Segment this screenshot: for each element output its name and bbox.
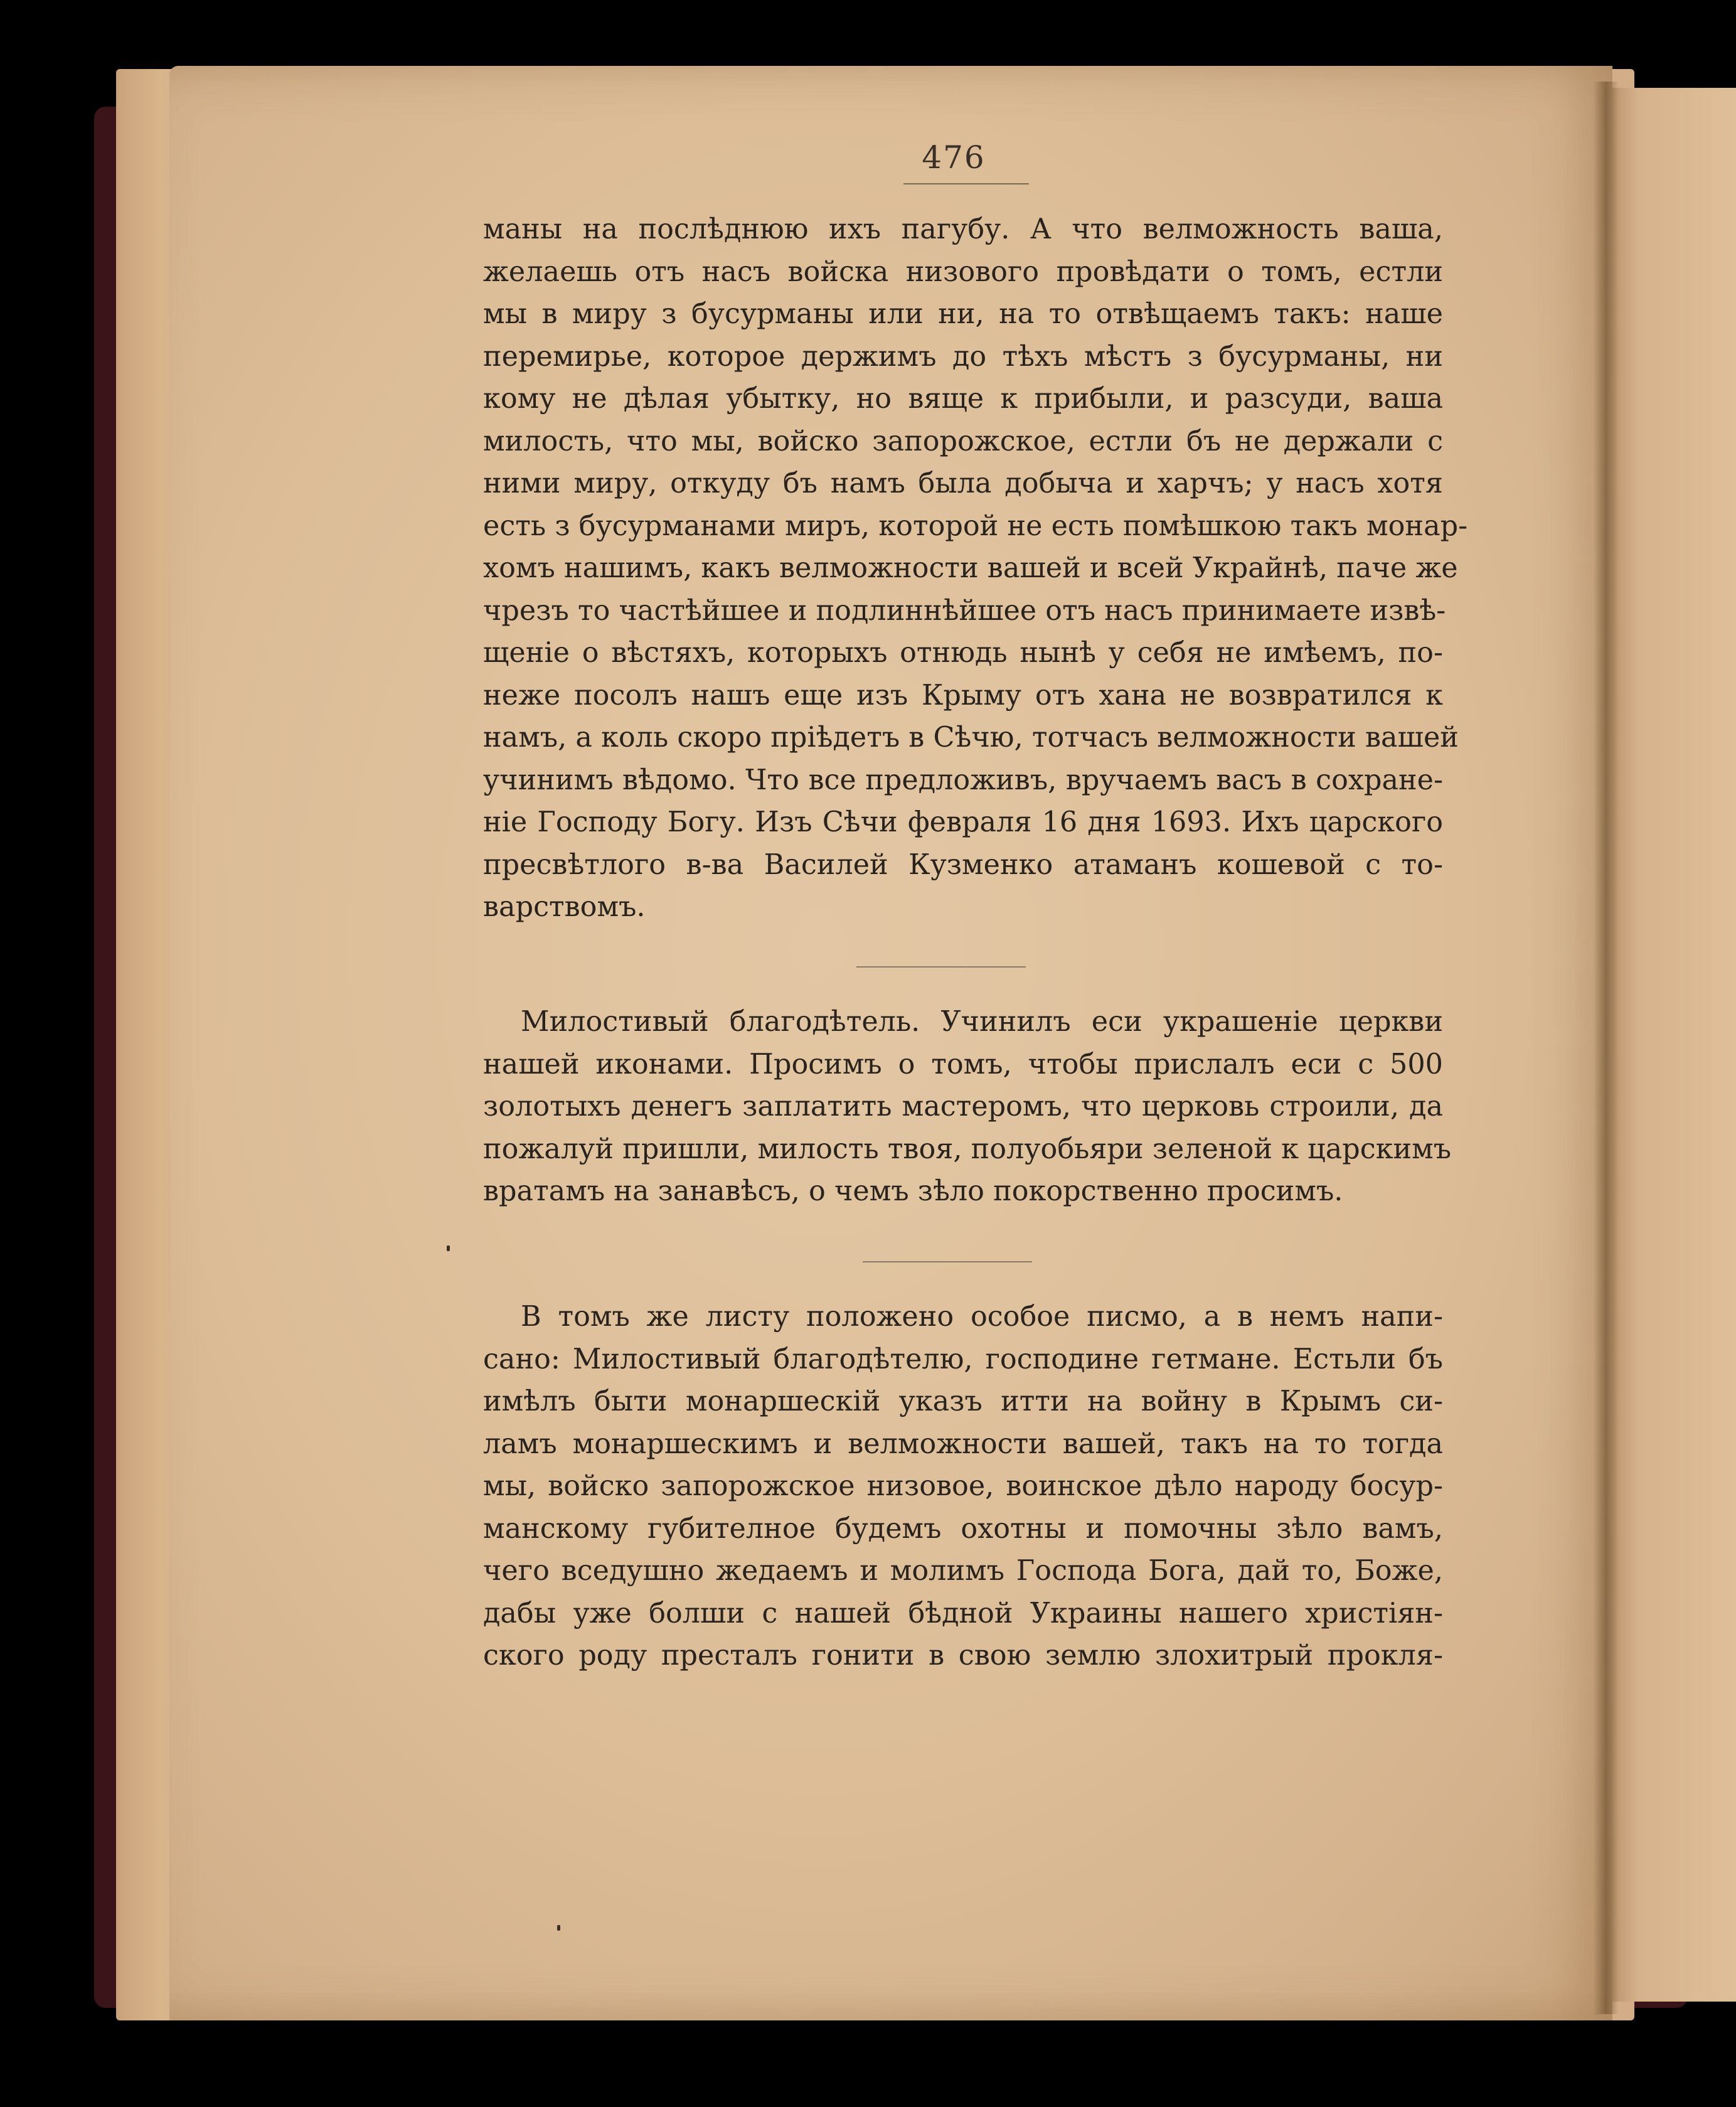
section-separator xyxy=(856,966,1026,968)
page-number-rule xyxy=(903,183,1029,184)
text-line: пресвѣтлого в-ва Василей Кузменко атаманъ кошевой с то- xyxy=(483,848,1443,881)
text-line: желаешь отъ насъ войска низового провѣдати о томъ, естли xyxy=(483,255,1443,288)
text-line: манскому губителное будемъ охотны и помочны зѣло вамъ, xyxy=(483,1512,1443,1545)
text-line: неже посолъ нашъ еще изъ Крыму отъ хана не возвратился к xyxy=(483,679,1443,712)
text-line: ніе Господу Богу. Изъ Сѣчи февраля 16 дня 1693. Ихъ царского xyxy=(483,806,1443,838)
text-line: ламъ монаршескимъ и велможности вашей, такъ на то тогда xyxy=(483,1427,1443,1460)
text-line: кому не дѣлая убытку, но вяще к прибыли, и разсуди, ваша xyxy=(483,383,1443,415)
text-line: варствомъ. xyxy=(483,891,646,923)
text-line: ними миру, откуду бъ намъ была добыча и харчъ; у насъ хотя xyxy=(483,467,1443,499)
text-line: милость, что мы, войско запорожское, естли бъ не держали с xyxy=(483,425,1443,457)
text-line: намъ, а коль скоро пріѣдетъ в Сѣчю, тотчасъ велможности вашей xyxy=(483,722,1459,754)
text-line: Милостивый благодѣтель. Учинилъ еси украшеніе церкви xyxy=(521,1006,1443,1038)
facing-page xyxy=(1606,88,1736,2002)
text-line: чего вседушно жедаемъ и молимъ Господа Бога, дай то, Боже, xyxy=(483,1555,1443,1587)
text-line: маны на послѣднюю ихъ пагубу. А что велможность ваша, xyxy=(483,213,1443,245)
section-separator xyxy=(863,1261,1032,1262)
paragraph-enclosed-letter xyxy=(483,1296,1443,1677)
text-line: щеніе о вѣстяхъ, которыхъ отнюдь нынѣ у себя не имѣемъ, по- xyxy=(483,637,1443,669)
text-line: перемирье, которое держимъ до тѣхъ мѣстъ з бусурманы, ни xyxy=(483,340,1443,373)
page-number: 476 xyxy=(922,139,986,176)
text-line: сано: Милостивый благодѣтелю, господине гетмане. Естьли бъ xyxy=(483,1343,1443,1375)
text-line: мы, войско запорожское низовое, воинское дѣло народу босур- xyxy=(483,1470,1443,1502)
paper-speck xyxy=(447,1246,450,1251)
text-line: чрезъ то частѣйшее и подлиннѣйшее отъ насъ принимаете извѣ- xyxy=(483,594,1446,627)
paragraph-petition xyxy=(483,1001,1452,1213)
text-line: имѣлъ быти монаршескій указъ итти на войну в Крымъ си- xyxy=(483,1385,1443,1417)
text-line: ского роду престалъ гонити в свою землю злохитрый прокля- xyxy=(483,1640,1443,1672)
text-line: хомъ нашимъ, какъ велможности вашей и всей Украйнѣ, паче же xyxy=(483,552,1458,584)
text-line: учинимъ вѣдомо. Что все предложивъ, вручаемъ васъ в сохране- xyxy=(483,764,1443,796)
paragraph-letter-body xyxy=(483,208,1468,929)
paper-speck xyxy=(557,1925,560,1931)
text-line: дабы уже болши с нашей бѣдной Украины нашего христіян- xyxy=(483,1597,1443,1630)
text-line: мы в миру з бусурманы или ни, на то отвѣщаемъ такъ: наше xyxy=(483,298,1443,330)
text-line: вратамъ на занавѣсъ, о чемъ зѣло покорственно просимъ. xyxy=(483,1175,1343,1207)
text-line: нашей иконами. Просимъ о томъ, чтобы прислалъ еси с 500 xyxy=(483,1048,1443,1080)
page-gutter xyxy=(1594,82,1619,2014)
text-line: В томъ же листу положено особое писмо, а в немъ напи- xyxy=(521,1301,1443,1333)
text-line: золотыхъ денегъ заплатить мастеромъ, что церковь строили, да xyxy=(483,1091,1443,1123)
text-line: пожалуй пришли, милость твоя, полуобьяри зеленой к царскимъ xyxy=(483,1133,1452,1165)
text-line: есть з бусурманами миръ, которой не есть помѣшкою такъ монар- xyxy=(483,509,1468,542)
